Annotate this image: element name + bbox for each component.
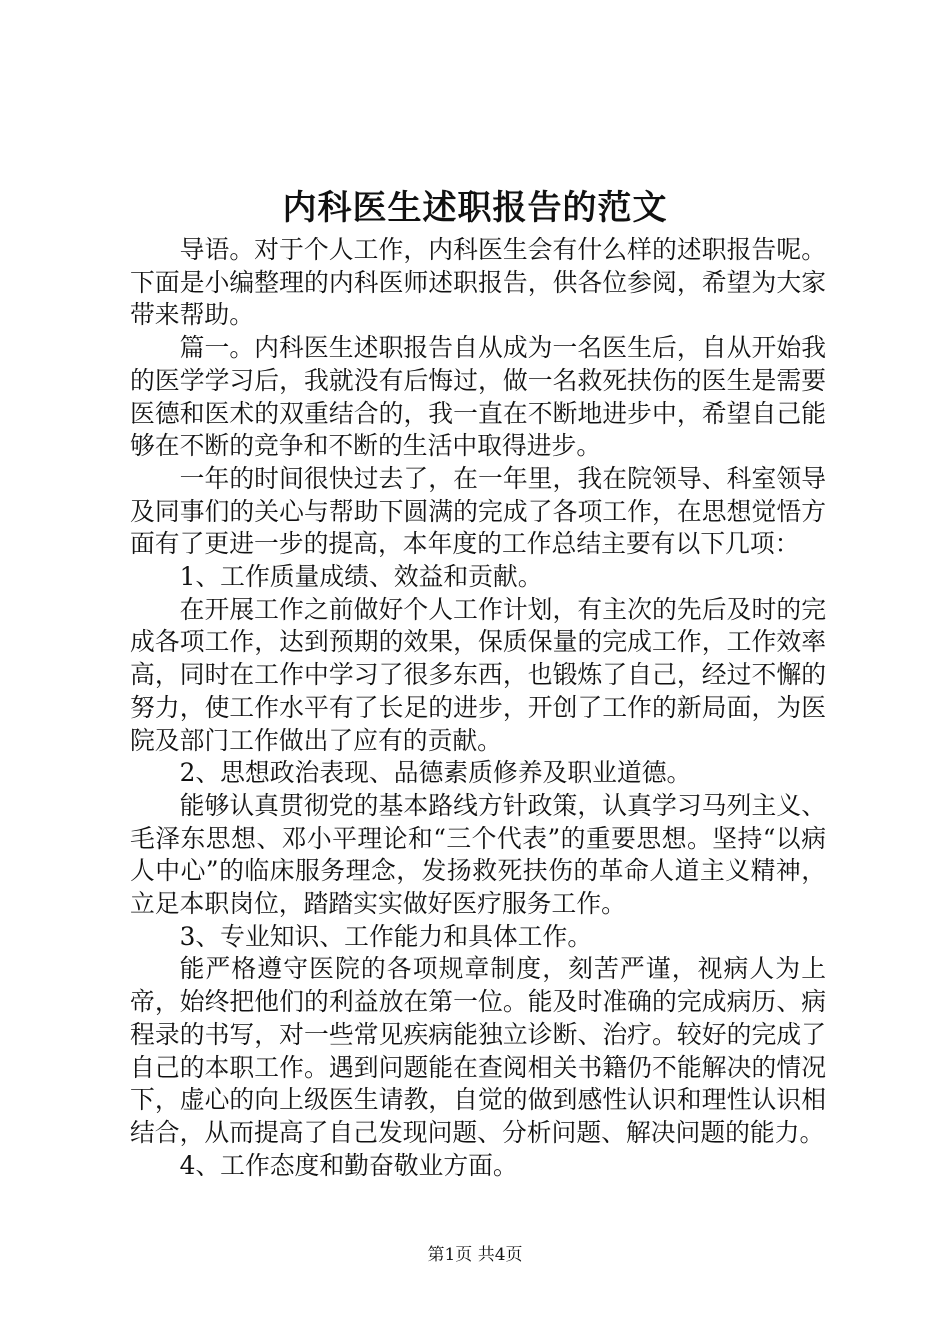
paragraph-part-one: 篇一。内科医生述职报告自从成为一名医生后，自从开始我的医学学习后，我就没有后悔过，做一名救死扶伤的医生是需要医德和医术的双重结合的，我一直在不断地进步中，希望自己能够在不断的竞争和不断的生活中取得进步。 [130, 333, 826, 461]
document-title: 内科医生述职报告的范文 [282, 188, 668, 228]
heading-item-3: 3、专业知识、工作能力和具体工作。 [179, 921, 593, 951]
heading-item-4: 4、工作态度和勤奋敬业方面。 [179, 1150, 518, 1180]
paragraph-item-2: 能够认真贯彻党的基本路线方针政策，认真学习马列主义、毛泽东思想、邓小平理论和“三个代表”的重要思想。坚持“以病人中心”的临床服务理念，发扬救死扶伤的革命人道主义精神，立足本职岗位，踏踏实实做好医疗服务工作。 [130, 790, 826, 919]
paragraph-intro: 导语。对于个人工作，内科医生会有什么样的述职报告呢。下面是小编整理的内科医师述职报告，供各位参阅，希望为大家带来帮助。 [130, 235, 826, 330]
page-footer: 第1页 共4页 [427, 1245, 523, 1265]
heading-item-2: 2、思想政治表现、品德素质修养及职业道德。 [179, 758, 692, 788]
document-body [130, 234, 826, 1182]
paragraph-year-summary: 一年的时间很快过去了，在一年里，我在院领导、科室领导及同事们的关心与帮助下圆满的完成了各项工作，在思想觉悟方面有了更进一步的提高，本年度的工作总结主要有以下几项： [130, 463, 826, 559]
heading-item-1: 1、工作质量成绩、效益和贡献。 [179, 562, 543, 592]
paragraph-item-1: 在开展工作之前做好个人工作计划，有主次的先后及时的完成各项工作，达到预期的效果，保质保量的完成工作，工作效率高，同时在工作中学习了很多东西，也锻炼了自己，经过不懈的努力，使工作水平有了长足的进步，开创了工作的新局面，为医院及部门工作做出了应有的贡献。 [130, 594, 826, 755]
paragraph-item-3: 能严格遵守医院的各项规章制度，刻苦严谨，视病人为上帝，始终把他们的利益放在第一位。能及时准确的完成病历、病程录的书写，对一些常见疾病能独立诊断、治疗。较好的完成了自己的本职工作。遇到问题能在查阅相关书籍仍不能解决的情况下，虚心的向上级医生请教，自觉的做到感性认识和理性认识相结合，从而提高了自己发现问题、分析问题、解决问题的能力。 [130, 954, 826, 1147]
